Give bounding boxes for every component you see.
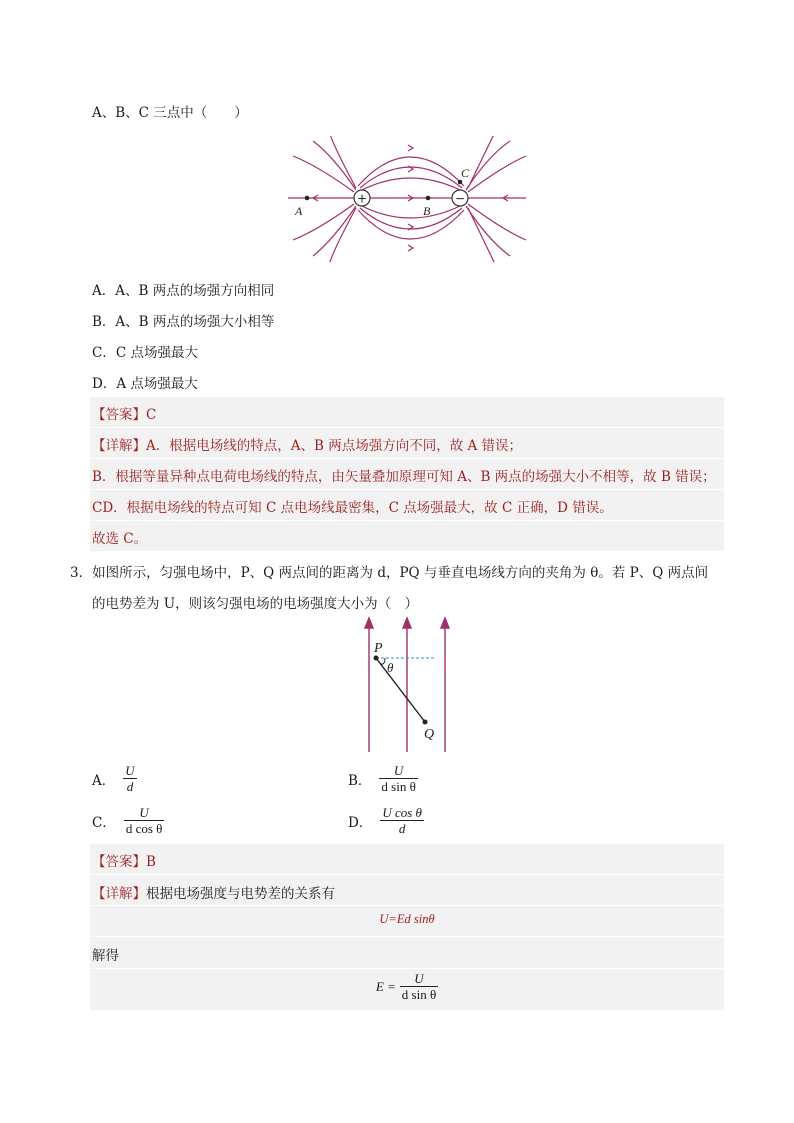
q2-detail-1: 【详解】A．根据电场线的特点，A、B 两点场强方向不同，故 A 错误；: [92, 438, 523, 454]
q2-detail-2: B．根据等量异种点电荷电场线的特点，由矢量叠加原理可知 A、B 两点的场强大小不相等，故 B 错误；: [92, 469, 716, 485]
dipole-field-figure: [288, 136, 528, 262]
point-q: [423, 720, 428, 725]
detail-tag: 【详解】: [92, 886, 146, 902]
point-a: [305, 196, 310, 201]
fraction: $\frac{\text{U cos θ}}{d}$: [382, 805, 422, 836]
fraction: $\frac{U}{d}$: [125, 763, 135, 794]
q2-option-d: D．A 点场强最大: [92, 376, 198, 392]
q2-option-c: C．C 点场强最大: [92, 345, 198, 361]
q3-stem-line1: 3．如图所示，匀强电场中，P、Q 两点间的距离为 d，PQ 与垂直电场线方向的夹角为 θ。若 P、Q 两点间: [70, 565, 709, 581]
equation-1: U=Ed sinθ: [379, 912, 435, 926]
answer-value: B: [146, 854, 156, 870]
svg-text:−: −: [454, 191, 466, 206]
answer-tag: 【答案】: [92, 407, 146, 423]
q2-detail-3: CD．根据电场线的特点可知 C 点电场线最密集，C 点场强最大，故 C 正确，D 错误。: [92, 500, 613, 516]
detail-tag: 【详解】: [92, 438, 146, 454]
point-c: [458, 180, 463, 185]
svg-text:θ: θ: [387, 660, 394, 675]
q3-detail: 【详解】根据电场强度与电势差的关系有: [92, 886, 335, 902]
q3-answer: [92, 850, 156, 870]
q3-option-b: B． $\frac{U}{\text{d sin θ}}$: [348, 763, 416, 794]
q3-stem-line2: 的电势差为 U，则该匀强电场的电场强度大小为（ ）: [92, 596, 419, 612]
svg-text:+: +: [356, 191, 368, 206]
svg-text:C: C: [461, 166, 470, 180]
fraction: $\frac{U}{\text{d sin θ}}$: [401, 971, 437, 1002]
equation-2: E = $\frac{U}{\text{d sin θ}}$: [375, 971, 437, 1002]
point-p: [374, 656, 379, 661]
answer-tag: 【答案】: [92, 854, 146, 870]
q2-option-a: A．A、B 两点的场强方向相同: [92, 283, 275, 299]
svg-text:P: P: [374, 641, 383, 656]
fraction: $\frac{U}{\text{d cos θ}}$: [125, 805, 163, 836]
svg-text:B: B: [423, 204, 431, 218]
fraction: $\frac{U}{\text{d sin θ}}$: [381, 763, 416, 794]
q2-option-b: B．A、B 两点的场强大小相等: [92, 314, 275, 330]
q2-stem: A、B、C 三点中（ ）: [92, 105, 248, 121]
segment-pq: [376, 658, 425, 722]
q3-number: 3．: [70, 565, 93, 581]
svg-text:Q: Q: [424, 727, 435, 742]
q3-option-d: D． $\frac{\text{U cos θ}}{d}$: [348, 805, 422, 836]
answer-value: C: [146, 407, 157, 423]
q3-option-a: A． $\frac{U}{d}$: [92, 763, 135, 794]
uniform-field-figure: [358, 616, 458, 754]
q2-answer: [92, 403, 156, 423]
q2-detail-4: 故选 C。: [92, 531, 148, 547]
q3-option-c: C． $\frac{U}{\text{d cos θ}}$: [92, 805, 163, 836]
svg-text:A: A: [295, 204, 303, 218]
point-b: [426, 196, 431, 201]
q3-solve-text: 解得: [92, 948, 119, 964]
